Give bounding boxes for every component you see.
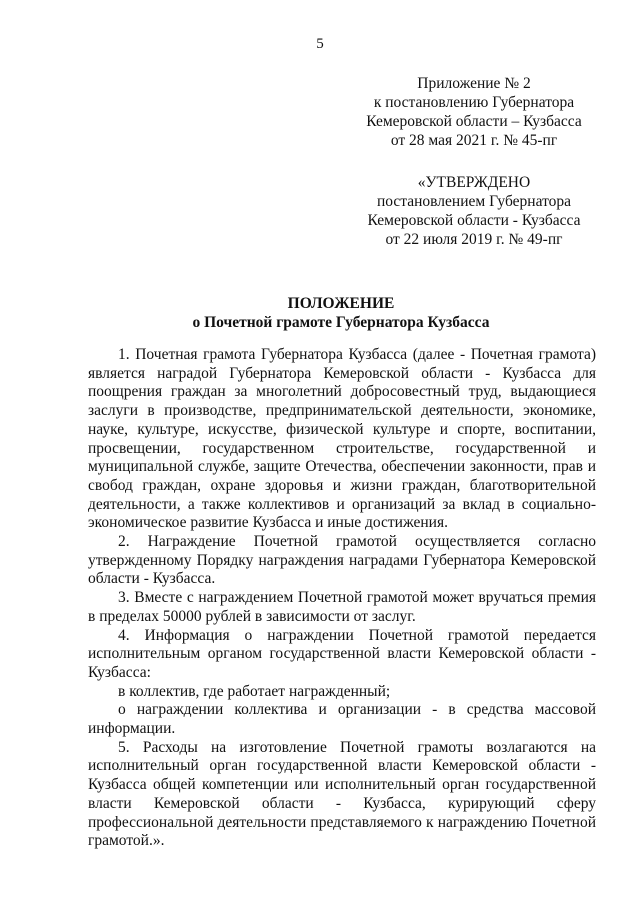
appendix-line: к постановлению Губернатора bbox=[373, 94, 575, 111]
approval-line: «УТВЕРЖДЕНО bbox=[417, 174, 531, 191]
appendix-line: Кемеровской области – Кузбасса bbox=[366, 113, 582, 130]
paragraph-1: 1. Почетная грамота Губернатора Кузбасса (далее - Почетная грамота) является наградой Губернатора Кемеровской области - Кузбасса для поощрения граждан за многолетний добросовестный труд, выдающиеся заслуги в производстве, предпринимательской деятельности, экономике, науке, культуре, искусстве, физической культуре и спорте, воспитании, просвещении, государственном строительстве, государственной и муниципальной службе, защите Отечества, обеспечении законности, прав и свобод граждан, охране здоровья и жизни граждан, благотворительной деятельности, а также коллективов и организаций за вклад в социально-экономическое развитие Кузбасса и иные достижения. bbox=[88, 346, 596, 532]
approval-line: от 22 июля 2019 г. № 49-пг bbox=[385, 231, 563, 248]
approval-stamp bbox=[350, 173, 598, 249]
document-body bbox=[88, 346, 596, 851]
title-heading: ПОЛОЖЕНИЕ bbox=[287, 295, 395, 312]
paragraph-4: 4. Информация о награждении Почетной грамотой передается исполнительным органом государственной власти Кемеровской области - Кузбасса: bbox=[88, 626, 596, 681]
paragraph-3: 3. Вместе с награждением Почетной грамотой может вручаться премия в пределах 50000 рублей в зависимости от заслуг. bbox=[88, 589, 596, 625]
approval-line: Кемеровской области - Кузбасса bbox=[367, 212, 581, 229]
document-title bbox=[88, 294, 594, 332]
page-number: 5 bbox=[316, 36, 324, 52]
paragraph-4-item-2: о награждении коллектива и организации - в средства массовой информации. bbox=[88, 701, 596, 738]
title-subheading: о Почетной грамоте Губернатора Кузбасса bbox=[192, 314, 490, 331]
paragraph-4-item-1: в коллектив, где работает награжденный; bbox=[118, 682, 391, 700]
appendix-header bbox=[350, 74, 598, 150]
appendix-line: от 28 мая 2021 г. № 45-пг bbox=[390, 132, 558, 149]
paragraph-5: 5. Расходы на изготовление Почетной грамоты возлагаются на исполнительный орган государственной власти Кемеровской области - Кузбасса общей компетенции или исполнительный орган государственной власти Кемеровской области - Кузбасса, курирующий сферу профессиональной деятельности представляемого к награждению Почетной грамотой.». bbox=[88, 738, 596, 850]
appendix-line: Приложение № 2 bbox=[417, 75, 531, 92]
approval-line: постановлением Губернатора bbox=[376, 193, 572, 210]
paragraph-2: 2. Награждение Почетной грамотой осуществляется согласно утвержденному Порядку награждения наградами Губернатора Кемеровской области - Кузбасса. bbox=[88, 533, 596, 588]
